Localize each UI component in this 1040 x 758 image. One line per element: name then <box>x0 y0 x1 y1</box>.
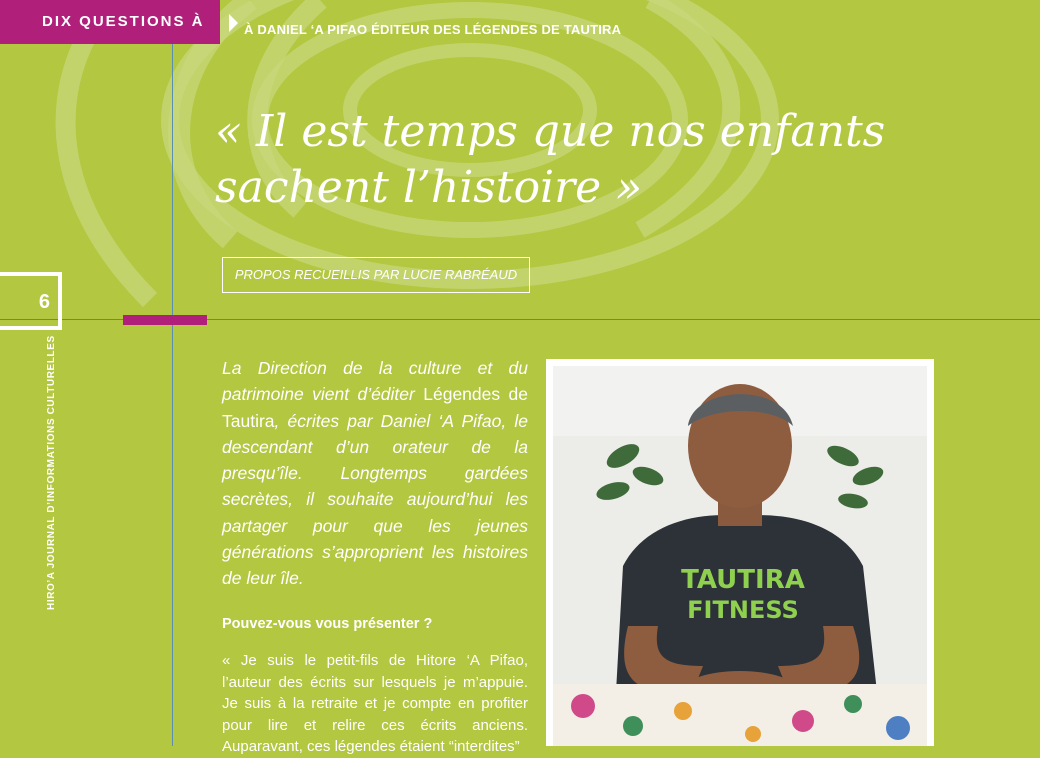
answer-paragraph: « Je suis le petit-fils de Hitore ‘A Pifao, l’auteur des écrits sur lesquels je m’appuie. Je suis à la retraite et je compte en profiter pour lire et relire ces écrits anciens. Auparavant, ces légendes étaient “interdites” <box>222 652 528 755</box>
portrait-photo <box>553 366 927 746</box>
page-number: 6 <box>0 272 62 330</box>
intro-part-1: La Direction de la culture et du patrimoine vient d’éditer <box>222 358 528 405</box>
headline-line-1: « Il est temps que nos enfants <box>215 106 886 157</box>
journal-title: HIRO’A JOURNAL D’INFORMATIONS CULTURELLES <box>46 335 57 610</box>
intro-part-2: , écrites par Daniel ‘A Pifao, le descendant d’un orateur de la presqu’île. Longtemps gardées secrètes, il souhaite aujourd’hui les partager pour que les jeunes générations s’approprient les histoires de leur île. <box>222 410 528 589</box>
breadcrumb: À DANIEL ‘A PIFAO ÉDITEUR DES LÉGENDES DE TAUTIRA <box>244 22 622 37</box>
section-tag: DIX QUESTIONS À <box>0 0 220 44</box>
article-headline <box>215 104 1015 216</box>
vertical-guide-line <box>172 18 173 746</box>
intro-paragraph <box>222 355 528 592</box>
byline: PROPOS RECUEILLIS PAR LUCIE RABRÉAUD <box>222 257 530 293</box>
breadcrumb-arrow-icon <box>229 14 238 32</box>
shirt-text-line-1: TAUTIRA <box>681 565 805 595</box>
shirt-text-line-2: FITNESS <box>687 596 799 624</box>
portrait-photo-frame <box>546 359 934 746</box>
accent-bar <box>123 315 207 325</box>
book-title: Légendes de Tautira <box>222 384 528 431</box>
headline-line-2: sachent l’histoire » <box>215 162 643 213</box>
question-heading: Pouvez-vous vous présenter ? <box>222 616 433 632</box>
